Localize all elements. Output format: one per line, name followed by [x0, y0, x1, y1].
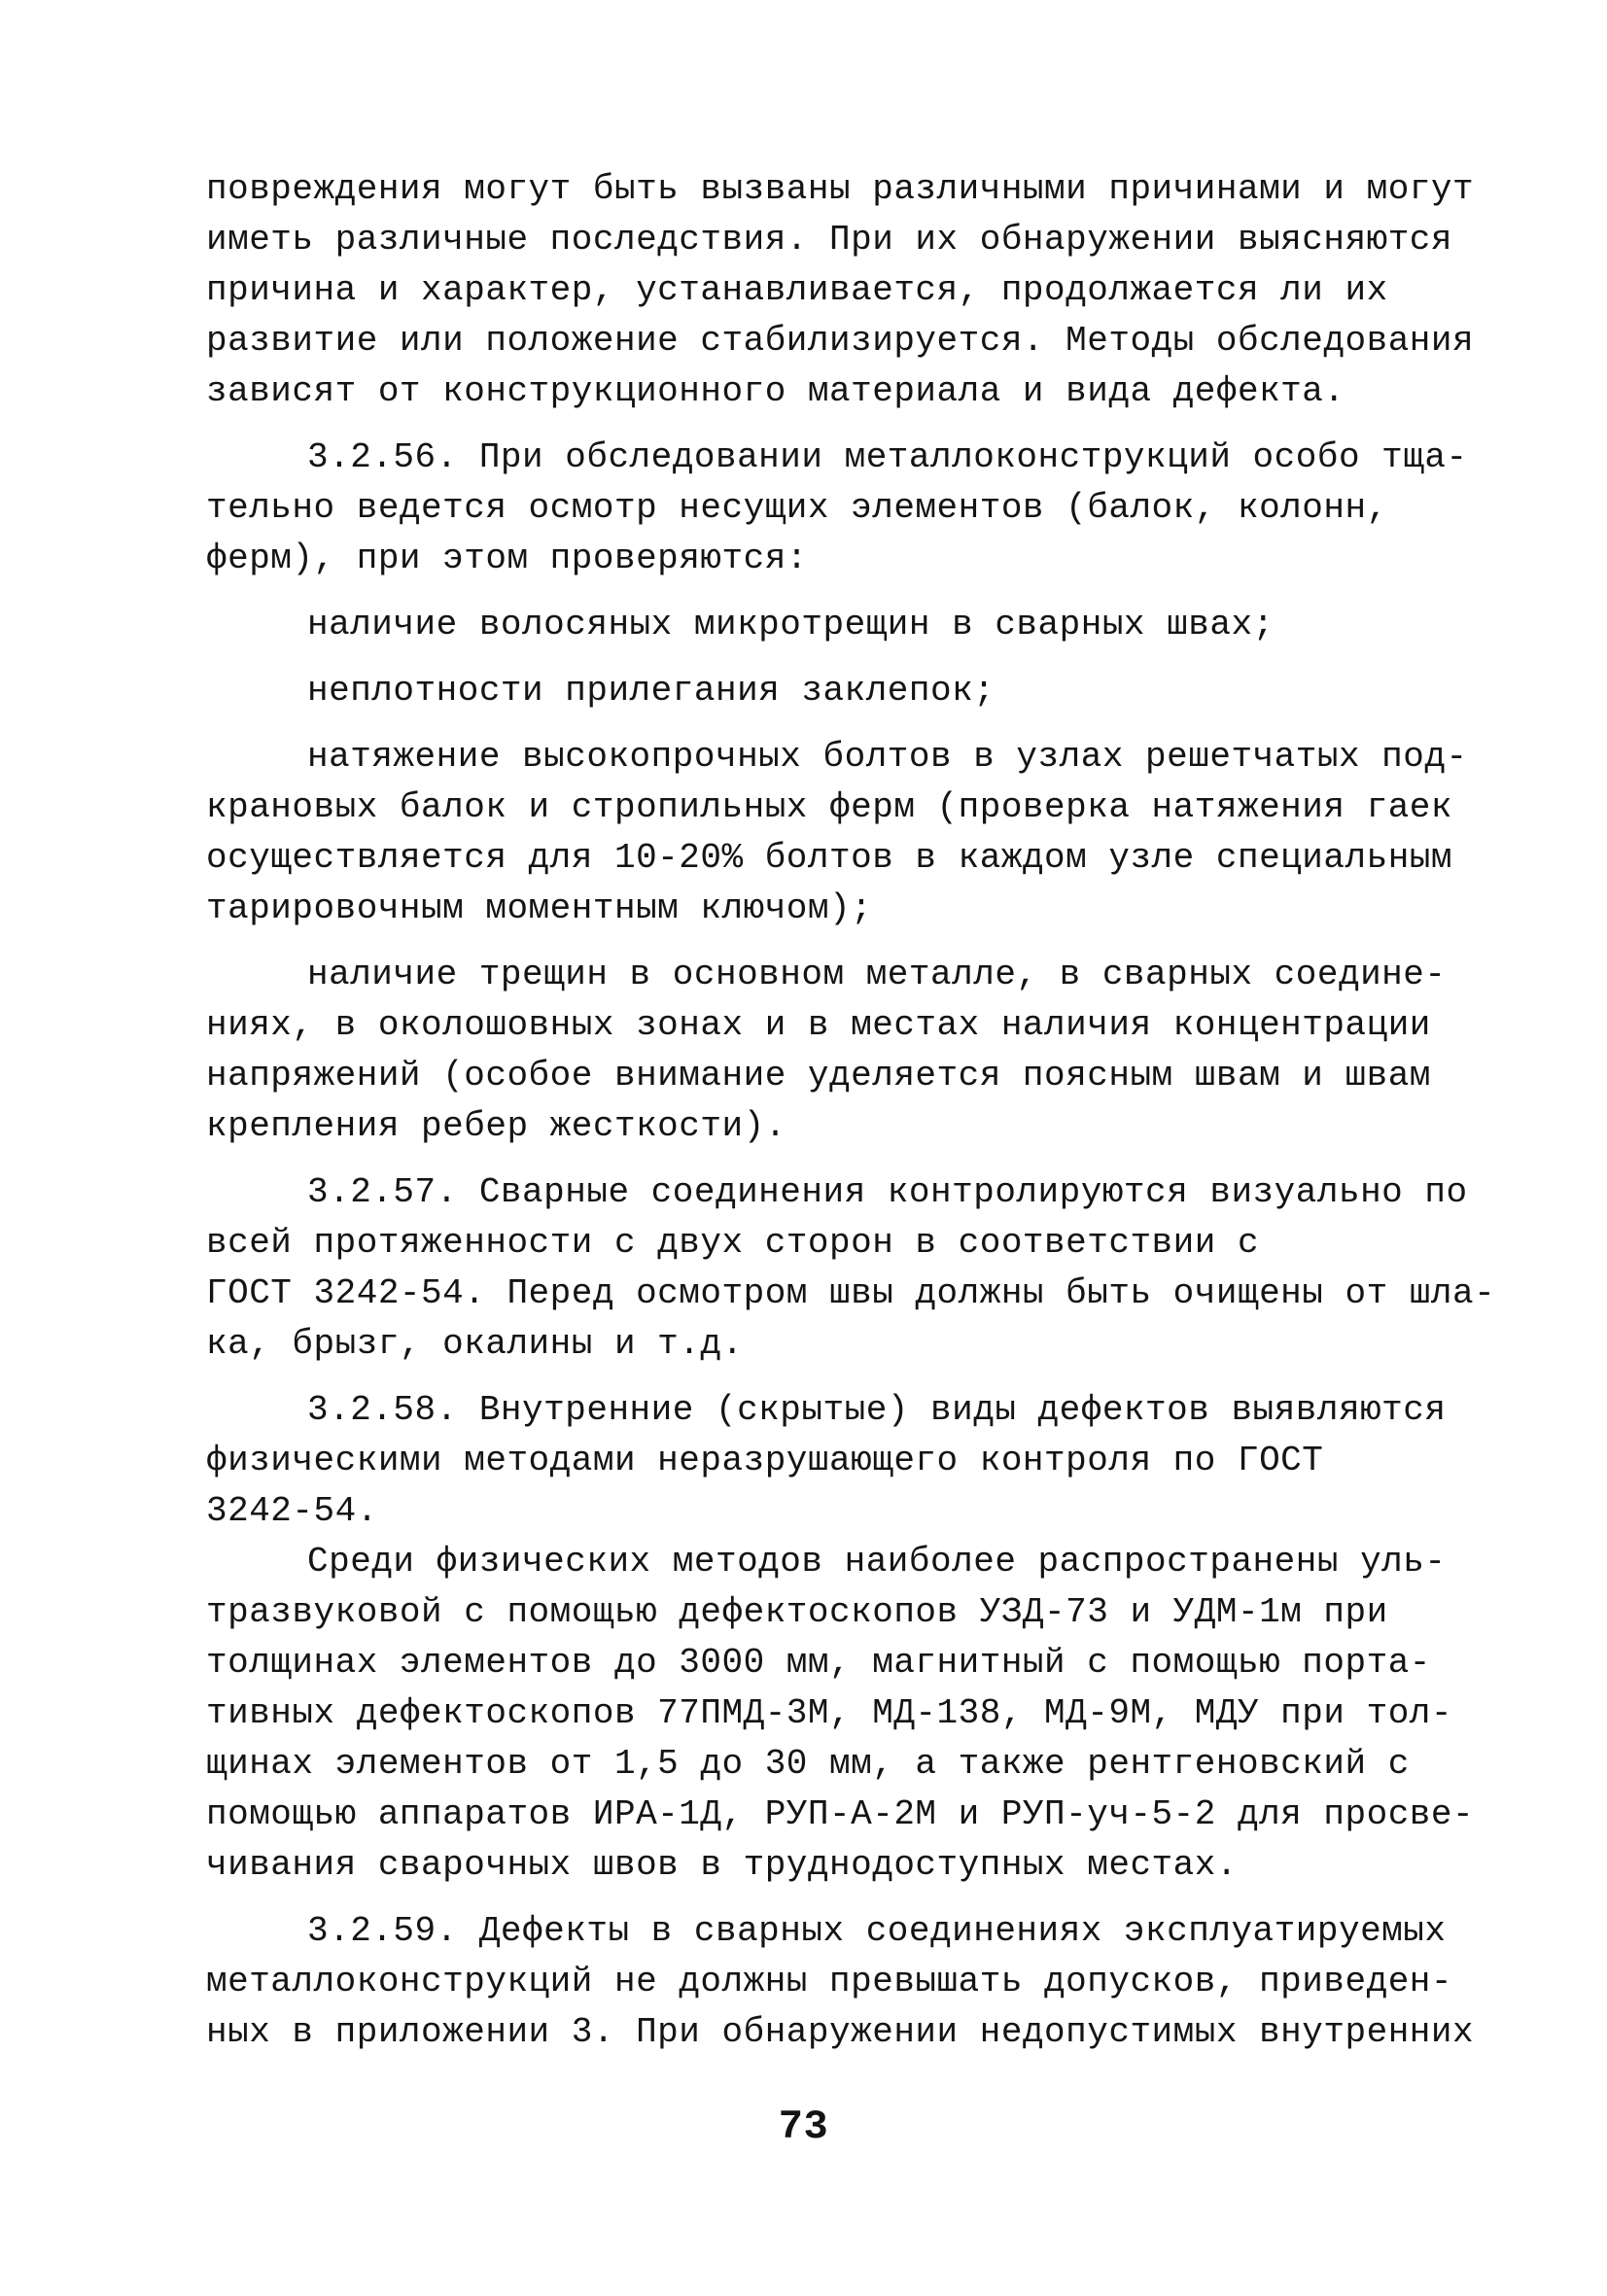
text-line: металлоконструкций не должны превышать допусков, приведен-: [206, 1962, 1453, 2001]
text-line: зависят от конструкционного материала и вида дефекта.: [206, 371, 1345, 411]
text-line: 3.2.57. Сварные соединения контролируются визуально по: [307, 1172, 1468, 1212]
text-line: толщинах элементов до 3000 мм, магнитный с помощью порта-: [206, 1643, 1431, 1683]
text-line: физическими методами неразрушающего контроля по ГОСТ: [206, 1441, 1324, 1480]
text-line: ферм), при этом проверяются:: [206, 539, 808, 578]
text-line: 3.2.59. Дефекты в сварных соединениях эксплуатируемых: [307, 1911, 1447, 1951]
page-number: 73: [778, 2104, 829, 2150]
text-line: наличие волосяных микротрещин в сварных швах;: [307, 605, 1275, 644]
text-line: 3242-54.: [206, 1491, 378, 1531]
text-line: щинах элементов от 1,5 до 30 мм, а также рентгеновский с: [206, 1744, 1410, 1784]
text-line: тарировочным моментным ключом);: [206, 888, 873, 928]
text-line: напряжений (особое внимание уделяется поясным швам и швам: [206, 1056, 1431, 1096]
text-line: тразвуковой с помощью дефектоскопов УЗД-73 и УДМ-1м при: [206, 1592, 1388, 1632]
text-line: ГОСТ 3242-54. Перед осмотром швы должны быть очищены от шла-: [206, 1273, 1496, 1313]
text-line: развитие или положение стабилизируется. Методы обследования: [206, 321, 1475, 361]
text-line: крановых балок и стропильных ферм (проверка натяжения гаек: [206, 787, 1453, 827]
text-line: Среди физических методов наиболее распространены уль-: [307, 1542, 1447, 1582]
text-line: ниях, в околошовных зонах и в местах наличия концентрации: [206, 1005, 1431, 1045]
text-line: причина и характер, устанавливается, продолжается ли их: [206, 270, 1388, 310]
text-line: всей протяженности с двух сторон в соответствии с: [206, 1223, 1260, 1263]
text-line: иметь различные последствия. При их обнаружении выясняются: [206, 220, 1453, 260]
text-line: ка, брызг, окалины и т.д.: [206, 1324, 744, 1364]
text-line: тивных дефектоскопов 77ПМД-3М, МД-138, МД-9М, МДУ при тол-: [206, 1693, 1453, 1733]
text-line: 3.2.58. Внутренние (скрытые) виды дефектов выявляются: [307, 1390, 1447, 1430]
text-line: крепления ребер жесткости).: [206, 1106, 786, 1146]
text-line: тельно ведется осмотр несущих элементов (балок, колонн,: [206, 488, 1388, 528]
text-line: наличие трещин в основном металле, в сварных соедине-: [307, 955, 1447, 994]
text-line: осуществляется для 10-20% болтов в каждом узле специальным: [206, 838, 1453, 878]
text-line: неплотности прилегания заклепок;: [307, 671, 996, 711]
text-line: ных в приложении 3. При обнаружении недопустимых внутренних: [206, 2012, 1475, 2052]
text-line: помощью аппаратов ИРА-1Д, РУП-А-2М и РУП-уч-5-2 для просве-: [206, 1794, 1475, 1834]
text-line: 3.2.56. При обследовании металлоконструкций особо тща-: [307, 437, 1468, 477]
text-line: чивания сварочных швов в труднодоступных местах.: [206, 1845, 1238, 1885]
text-line: повреждения могут быть вызваны различными причинами и могут: [206, 169, 1475, 209]
text-line: натяжение высокопрочных болтов в узлах решетчатых под-: [307, 737, 1468, 777]
